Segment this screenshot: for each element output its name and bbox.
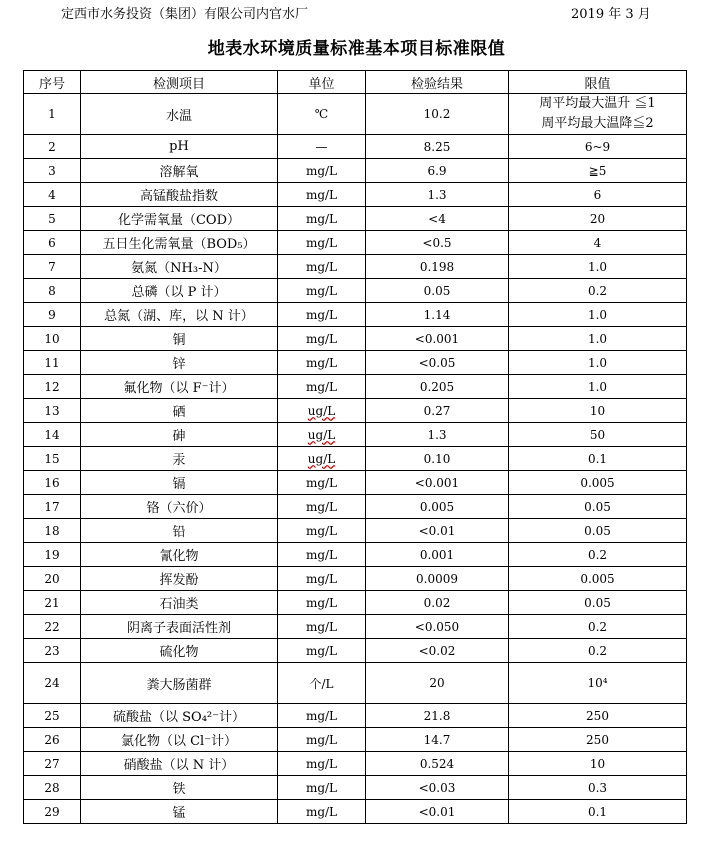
row-number: 25 — [24, 704, 81, 728]
item-name: 氰化物 — [81, 543, 278, 567]
unit-cell — [278, 255, 366, 279]
table-row — [24, 447, 687, 471]
table-row — [24, 800, 687, 824]
unit-cell — [278, 207, 366, 231]
unit-text: mg/L — [305, 523, 338, 538]
row-number: 23 — [24, 639, 81, 663]
result-value: 0.198 — [366, 255, 509, 279]
unit-cell — [278, 303, 366, 327]
item-name: 硫化物 — [81, 639, 278, 663]
limit-value: 250 — [509, 704, 687, 728]
item-name: 总氮（湖、库，以 N 计） — [81, 303, 278, 327]
unit-text: mg/L — [305, 211, 338, 226]
unit-text: mg/L — [305, 235, 338, 250]
item-name: 铁 — [81, 776, 278, 800]
item-name: 挥发酚 — [81, 567, 278, 591]
unit-cell — [278, 567, 366, 591]
row-number: 29 — [24, 800, 81, 824]
result-value: 8.25 — [366, 135, 509, 159]
unit-cell — [278, 183, 366, 207]
limit-value: 6~9 — [509, 135, 687, 159]
col-header-no: 序号 — [24, 71, 81, 94]
limit-value: 10⁴ — [509, 663, 687, 704]
limit-value: ≧5 — [509, 159, 687, 183]
row-number: 8 — [24, 279, 81, 303]
result-value: <0.001 — [366, 471, 509, 495]
limit-value: 0.2 — [509, 639, 687, 663]
table-row — [24, 327, 687, 351]
result-value: <4 — [366, 207, 509, 231]
table-row — [24, 351, 687, 375]
unit-text: mg/L — [305, 708, 338, 723]
table-row — [24, 639, 687, 663]
unit-text: mg/L — [305, 756, 338, 771]
limit-value: 1.0 — [509, 351, 687, 375]
limit-value — [509, 94, 687, 135]
unit-cell — [278, 399, 366, 423]
result-value: 0.05 — [366, 279, 509, 303]
result-value: 0.524 — [366, 752, 509, 776]
limit-value: 0.05 — [509, 495, 687, 519]
table-row — [24, 207, 687, 231]
result-value: 0.001 — [366, 543, 509, 567]
result-value: <0.01 — [366, 800, 509, 824]
unit-cell — [278, 279, 366, 303]
row-number: 21 — [24, 591, 81, 615]
unit-text: mg/L — [305, 780, 338, 795]
item-name: 氯化物（以 Cl⁻计） — [81, 728, 278, 752]
limit-value: 50 — [509, 423, 687, 447]
result-value: 0.205 — [366, 375, 509, 399]
result-value: 1.3 — [366, 423, 509, 447]
row-number: 18 — [24, 519, 81, 543]
result-value: 6.9 — [366, 159, 509, 183]
item-name: 总磷（以 P 计） — [81, 279, 278, 303]
organization-name: 定西市水务投资（集团）有限公司内官水厂 — [61, 7, 309, 22]
unit-cell — [278, 135, 366, 159]
limit-value: 0.1 — [509, 447, 687, 471]
table-row — [24, 704, 687, 728]
row-number: 13 — [24, 399, 81, 423]
limit-value: 0.3 — [509, 776, 687, 800]
result-value: <0.02 — [366, 639, 509, 663]
table-row — [24, 375, 687, 399]
table-row — [24, 423, 687, 447]
item-name: 溶解氧 — [81, 159, 278, 183]
result-value: <0.03 — [366, 776, 509, 800]
table-row — [24, 752, 687, 776]
table-row — [24, 728, 687, 752]
col-header-result: 检验结果 — [366, 71, 509, 94]
limit-value: 0.2 — [509, 543, 687, 567]
row-number: 4 — [24, 183, 81, 207]
unit-text: mg/L — [305, 499, 338, 514]
item-name: pH — [81, 135, 278, 159]
result-value: 21.8 — [366, 704, 509, 728]
limit-value: 0.05 — [509, 591, 687, 615]
limit-line-1: 周平均最大温升 ≦1 — [539, 96, 656, 111]
item-name: 镉 — [81, 471, 278, 495]
unit-text: mg/L — [305, 307, 338, 322]
table-row — [24, 567, 687, 591]
limit-value: 6 — [509, 183, 687, 207]
limit-value: 20 — [509, 207, 687, 231]
unit-cell — [278, 776, 366, 800]
table-row — [24, 591, 687, 615]
result-value: 1.14 — [366, 303, 509, 327]
col-header-limit: 限值 — [509, 71, 687, 94]
limit-value: 1.0 — [509, 255, 687, 279]
unit-text: 个/L — [309, 676, 334, 691]
limit-value: 0.05 — [509, 519, 687, 543]
item-name: 硒 — [81, 399, 278, 423]
table-row — [24, 303, 687, 327]
row-number: 17 — [24, 495, 81, 519]
standards-table — [23, 70, 687, 824]
table-row — [24, 183, 687, 207]
unit-text: mg/L — [305, 595, 338, 610]
limit-value: 0.005 — [509, 471, 687, 495]
item-name: 锰 — [81, 800, 278, 824]
unit-cell — [278, 231, 366, 255]
table-row — [24, 135, 687, 159]
unit-text: mg/L — [305, 187, 338, 202]
item-name: 铜 — [81, 327, 278, 351]
result-value: <0.01 — [366, 519, 509, 543]
col-header-item: 检测项目 — [81, 71, 278, 94]
item-name: 铬（六价） — [81, 495, 278, 519]
limit-value: 0.005 — [509, 567, 687, 591]
unit-cell — [278, 639, 366, 663]
item-name: 硝酸盐（以 N 计） — [81, 752, 278, 776]
row-number: 26 — [24, 728, 81, 752]
limit-value: 4 — [509, 231, 687, 255]
table-row — [24, 94, 687, 135]
table-row — [24, 255, 687, 279]
limit-value: 10 — [509, 399, 687, 423]
limit-value: 1.0 — [509, 303, 687, 327]
result-value: 0.02 — [366, 591, 509, 615]
table-row — [24, 615, 687, 639]
unit-cell — [278, 728, 366, 752]
result-value: 0.005 — [366, 495, 509, 519]
result-value: 0.27 — [366, 399, 509, 423]
limit-value: 1.0 — [509, 327, 687, 351]
row-number: 16 — [24, 471, 81, 495]
unit-text: ug/L — [307, 451, 336, 466]
row-number: 12 — [24, 375, 81, 399]
limit-value: 0.2 — [509, 279, 687, 303]
unit-text: mg/L — [305, 732, 338, 747]
unit-cell — [278, 752, 366, 776]
item-name: 高锰酸盐指数 — [81, 183, 278, 207]
row-number: 14 — [24, 423, 81, 447]
limit-line-2: 周平均最大温降≦2 — [541, 116, 654, 131]
row-number: 27 — [24, 752, 81, 776]
item-name: 汞 — [81, 447, 278, 471]
unit-cell — [278, 615, 366, 639]
col-header-unit: 单位 — [278, 71, 366, 94]
table-row — [24, 231, 687, 255]
unit-text: mg/L — [305, 379, 338, 394]
limit-value: 250 — [509, 728, 687, 752]
unit-text: mg/L — [305, 619, 338, 634]
result-value: 20 — [366, 663, 509, 704]
unit-text: mg/L — [305, 571, 338, 586]
row-number: 19 — [24, 543, 81, 567]
limit-value: 0.1 — [509, 800, 687, 824]
result-value: 0.0009 — [366, 567, 509, 591]
unit-cell — [278, 94, 366, 135]
row-number: 6 — [24, 231, 81, 255]
unit-cell — [278, 704, 366, 728]
table-row — [24, 543, 687, 567]
unit-cell — [278, 543, 366, 567]
table-row — [24, 495, 687, 519]
row-number: 5 — [24, 207, 81, 231]
unit-text: ug/L — [307, 427, 336, 442]
limit-value: 10 — [509, 752, 687, 776]
table-row — [24, 279, 687, 303]
row-number: 3 — [24, 159, 81, 183]
limit-value: 1.0 — [509, 375, 687, 399]
unit-text: ug/L — [307, 403, 336, 418]
unit-cell — [278, 663, 366, 704]
result-value: <0.001 — [366, 327, 509, 351]
item-name: 水温 — [81, 94, 278, 135]
unit-text: mg/L — [305, 547, 338, 562]
unit-text: mg/L — [305, 475, 338, 490]
table-row — [24, 519, 687, 543]
row-number: 24 — [24, 663, 81, 704]
unit-text: ℃ — [314, 107, 329, 121]
unit-cell — [278, 471, 366, 495]
row-number: 15 — [24, 447, 81, 471]
result-value: <0.050 — [366, 615, 509, 639]
unit-cell — [278, 351, 366, 375]
unit-text: mg/L — [305, 355, 338, 370]
unit-text: mg/L — [305, 283, 338, 298]
table-row — [24, 663, 687, 704]
row-number: 1 — [24, 94, 81, 135]
unit-cell — [278, 375, 366, 399]
result-value: 10.2 — [366, 94, 509, 135]
table-header-row — [24, 71, 687, 94]
row-number: 10 — [24, 327, 81, 351]
item-name: 石油类 — [81, 591, 278, 615]
item-name: 五日生化需氧量（BOD₅） — [81, 231, 278, 255]
item-name: 粪大肠菌群 — [81, 663, 278, 704]
unit-cell — [278, 159, 366, 183]
item-name: 化学需氧量（COD） — [81, 207, 278, 231]
page-title: 地表水环境质量标准基本项目标准限值 — [207, 39, 506, 59]
report-date: 2019 年 3 月 — [571, 7, 651, 22]
unit-cell — [278, 800, 366, 824]
item-name: 铅 — [81, 519, 278, 543]
unit-cell — [278, 423, 366, 447]
unit-cell — [278, 519, 366, 543]
row-number: 2 — [24, 135, 81, 159]
item-name: 硫酸盐（以 SO₄²⁻计） — [81, 704, 278, 728]
table-row — [24, 399, 687, 423]
unit-text: mg/L — [305, 163, 338, 178]
unit-cell — [278, 495, 366, 519]
result-value: 1.3 — [366, 183, 509, 207]
unit-cell — [278, 591, 366, 615]
result-value: <0.05 — [366, 351, 509, 375]
result-value: <0.5 — [366, 231, 509, 255]
item-name: 锌 — [81, 351, 278, 375]
row-number: 22 — [24, 615, 81, 639]
unit-text: — — [315, 139, 328, 154]
row-number: 28 — [24, 776, 81, 800]
unit-cell — [278, 447, 366, 471]
unit-text: mg/L — [305, 331, 338, 346]
unit-cell — [278, 327, 366, 351]
table-row — [24, 776, 687, 800]
row-number: 20 — [24, 567, 81, 591]
item-name: 氨氮（NH₃-N） — [81, 255, 278, 279]
row-number: 11 — [24, 351, 81, 375]
table-row — [24, 159, 687, 183]
item-name: 阴离子表面活性剂 — [81, 615, 278, 639]
item-name: 氟化物（以 F⁻计） — [81, 375, 278, 399]
result-value: 14.7 — [366, 728, 509, 752]
limit-value: 0.2 — [509, 615, 687, 639]
row-number: 9 — [24, 303, 81, 327]
table-row — [24, 471, 687, 495]
item-name: 砷 — [81, 423, 278, 447]
unit-text: mg/L — [305, 259, 338, 274]
unit-text: mg/L — [305, 643, 338, 658]
result-value: 0.10 — [366, 447, 509, 471]
unit-text: mg/L — [305, 804, 338, 819]
row-number: 7 — [24, 255, 81, 279]
